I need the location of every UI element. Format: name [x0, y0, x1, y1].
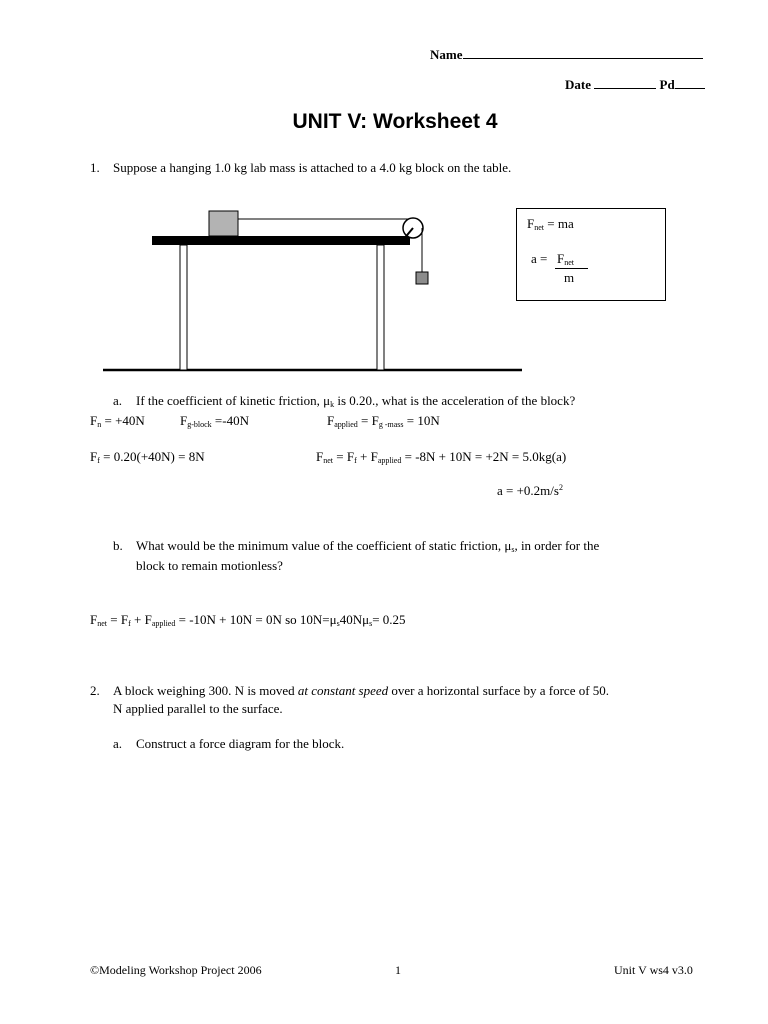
q1b-label: b. [113, 538, 123, 553]
q1a-ff: $F_f = 0.20(+40N) = 8N$ [90, 449, 205, 465]
q1a-acceleration: $a = +0.2m/s^2$ [497, 483, 563, 498]
formula-numerator: $F_{net}$ [557, 251, 575, 267]
q1a-fn: $F_n = +40N$ [90, 413, 145, 429]
page-title: UNIT V: Worksheet 4 [292, 110, 498, 133]
table-leg-left [180, 245, 187, 370]
q2-number: 2. [90, 683, 100, 698]
q1a-label: a. [113, 393, 123, 408]
block-on-table [209, 211, 238, 236]
formula-a-label: a = [531, 251, 548, 266]
q1a-question: If the coefficient of kinetic friction, $\mu_k$ is 0.20., what is the acceleration of the block? [136, 393, 576, 409]
pd-label: Pd [659, 77, 675, 92]
footer-copyright: ©Modeling Workshop Project 2006 [90, 963, 262, 977]
q1-text: Suppose a hanging 1.0 kg lab mass is attached to a 4.0 kg block on the table. [113, 160, 512, 175]
q1b-question-line2: block to remain motionless? [136, 558, 283, 573]
name-label: Name [430, 47, 463, 62]
q1b-answer: $F_{net} = F_f + F_{applied} = -10N + 10N = 0N$ so $10N=\mu_s40N\mu_s= 0.25$ [90, 612, 406, 628]
q2a-text: Construct a force diagram for the block. [136, 736, 345, 751]
q2a-label: a. [113, 736, 123, 751]
table-leg-right [377, 245, 384, 370]
formula-box [516, 208, 666, 301]
q2-text-line2: N applied parallel to the surface. [113, 701, 283, 716]
hanging-mass [416, 272, 428, 284]
formula-fnet-ma: $F_{net}$ = ma [527, 216, 574, 232]
footer-page-number: 1 [395, 963, 401, 977]
q2-text-line1: A block weighing 300. N is moved at constant speed over a horizontal surface by a force of 50. [113, 683, 610, 698]
q1a-fg: $F_{g-block} =-40N$ [180, 413, 249, 429]
q1a-fnet: $F_{net} = F_f + F_{applied} = -8N + 10N = +2N = 5.0kg(a)$ [316, 449, 567, 465]
tabletop [152, 236, 410, 245]
formula-denominator: m [564, 270, 575, 285]
q1a-fapplied: $F_{applied} = F_{g -mass} = 10N$ [327, 413, 440, 429]
footer-version: Unit V ws4 v3.0 [614, 963, 693, 977]
fraction-bar [555, 268, 588, 269]
q1b-question-line1: What would be the minimum value of the coefficient of static friction, $\mu_s$, in order for the [136, 538, 600, 554]
date-label: Date [565, 77, 591, 92]
q1-number: 1. [90, 160, 100, 175]
